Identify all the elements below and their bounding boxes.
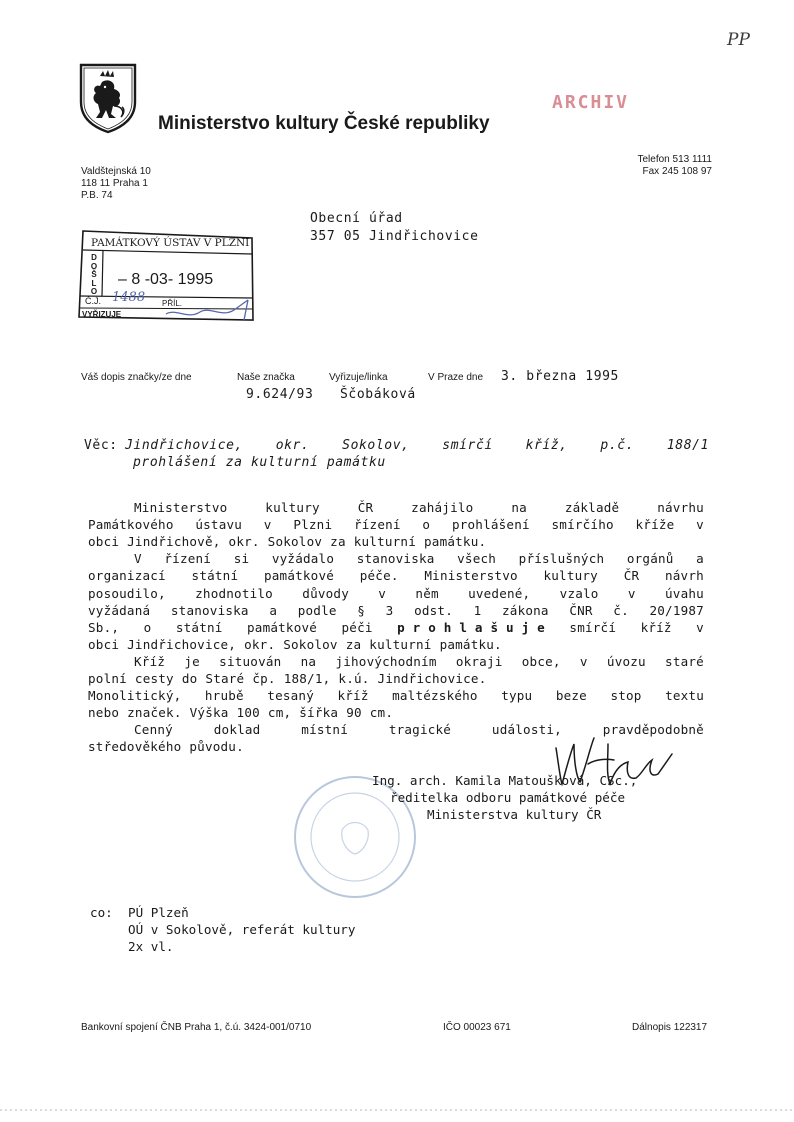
- body-word: §: [357, 602, 366, 618]
- body-word: 20/1987: [649, 602, 704, 618]
- address-city: 118 11 Praha 1: [81, 178, 148, 189]
- body-word: kulturní: [353, 534, 416, 550]
- body-line: [88, 637, 704, 652]
- body-word: řízení: [353, 517, 401, 533]
- body-line: [88, 705, 704, 720]
- body-word: ČR: [357, 500, 374, 515]
- body-word: památku.: [439, 636, 502, 652]
- body-word: smírčího: [551, 517, 614, 533]
- body-word: situován: [219, 653, 282, 669]
- body-word: prohlášení: [451, 517, 530, 533]
- body-word: kříž: [337, 688, 369, 704]
- body-word: Výška: [189, 705, 229, 721]
- cc-recipient: 2x vl.: [128, 939, 174, 954]
- signer-ministry: Ministerstva kultury ČR: [427, 807, 602, 822]
- body-word: zahájilo: [411, 500, 474, 515]
- body-line: [88, 551, 704, 566]
- body-word: za: [345, 636, 362, 652]
- subject-word: 188/1: [666, 438, 709, 453]
- body-line: [88, 534, 704, 549]
- dosla-letter: D: [91, 253, 97, 262]
- letter-date: 3. března 1995: [501, 369, 619, 384]
- body-word: ústavu: [195, 517, 243, 533]
- receipt-stamp-dosla-label: [87, 254, 101, 297]
- body-word: hrubě: [204, 688, 244, 704]
- ministry-title: Ministerstvo kultury České republiky: [158, 113, 490, 134]
- body-word: úvozu: [606, 653, 646, 669]
- body-word: 3: [385, 602, 394, 618]
- body-word: pravděpodobně: [602, 722, 704, 738]
- body-word: stop: [610, 688, 642, 704]
- body-word: organizací: [88, 568, 166, 584]
- receipt-stamp-date: – 8 -03- 1995: [118, 271, 214, 288]
- body-word: okraji: [455, 653, 503, 669]
- body-word: důvody: [302, 585, 349, 601]
- body-word: státní: [175, 619, 223, 635]
- czech-coat-of-arms-icon: [78, 62, 138, 134]
- body-word: řízení: [164, 551, 212, 567]
- body-word: stanoviska: [170, 602, 249, 618]
- phone-number: Telefon 513 1111: [637, 154, 712, 165]
- body-word: o: [143, 619, 152, 635]
- body-word: obce,: [521, 653, 561, 669]
- body-line: [88, 517, 704, 532]
- footer-telex: Dálnopis 122317: [632, 1022, 708, 1033]
- body-word: 1: [473, 602, 482, 618]
- signer-name: Ing. arch. Kamila Matoušková, CSc.,: [372, 773, 638, 788]
- body-word: Jindřichovice.: [377, 671, 487, 686]
- cc-recipient: OÚ v Sokolově, referát kultury: [128, 922, 356, 937]
- body-word: vzalo: [559, 585, 599, 601]
- body-word: za: [330, 534, 346, 550]
- body-word: Památkového: [88, 517, 174, 533]
- body-word: jihovýchodním: [335, 653, 437, 669]
- body-word: původu.: [189, 739, 244, 755]
- body-word: beze: [555, 688, 587, 704]
- signer-position: ředitelka odboru památkové péče: [390, 790, 626, 805]
- body-word: všech: [457, 551, 497, 567]
- subject-word: kříž,: [525, 438, 568, 453]
- body-word: staré: [665, 653, 704, 669]
- dosla-letter: L: [91, 278, 97, 288]
- body-word: uvedené,: [468, 585, 531, 601]
- body-word: Jindřichovice,: [127, 636, 237, 652]
- body-word: Sb.,: [88, 619, 120, 635]
- body-word: cm,: [267, 705, 292, 721]
- subject-line-1: [125, 438, 709, 453]
- handler-label: Vyřizuje/linka: [329, 372, 388, 383]
- footer-bank-details: Bankovní spojení ČNB Praha 1, č.ú. 3424-001/0710: [81, 1022, 312, 1033]
- body-word: ČR: [623, 568, 640, 584]
- body-word: okr.: [244, 636, 276, 652]
- body-word: kulturní: [369, 636, 432, 652]
- body-word: je: [184, 653, 200, 669]
- body-word: něm: [415, 585, 439, 601]
- body-word: cm.: [369, 705, 394, 721]
- body-word: památkové: [263, 568, 335, 584]
- body-word: si: [233, 551, 250, 567]
- body-word: příslušných: [518, 551, 605, 567]
- body-word: zhodnotilo: [195, 585, 273, 601]
- subject-word: Jindřichovice,: [125, 438, 243, 453]
- body-word: Staré: [205, 671, 245, 686]
- body-word: základě: [564, 500, 620, 515]
- cc-recipient: PÚ Plzeň: [128, 905, 189, 920]
- body-word: a: [696, 551, 704, 567]
- ministry-contact: [637, 154, 712, 178]
- subject-word: p.č.: [600, 438, 635, 453]
- body-word: podle: [297, 602, 337, 618]
- our-reference-label: Naše značka: [237, 372, 295, 383]
- body-line: [88, 688, 704, 703]
- body-word: ČNR: [569, 602, 593, 618]
- receipt-stamp-cj-number: 1488: [112, 290, 146, 305]
- subject-line-2: prohlášení za kulturní památku: [133, 455, 386, 470]
- body-word: značek.: [127, 705, 182, 721]
- body-word: péči: [341, 619, 373, 635]
- body-word: tragické: [388, 722, 452, 738]
- receipt-stamp-pril-label: PŘÍL.: [162, 299, 183, 308]
- body-word: stanoviska: [356, 551, 435, 567]
- body-line: [88, 500, 704, 515]
- body-word: v: [627, 585, 636, 601]
- body-line: [88, 671, 704, 686]
- body-word: vyžádaná: [88, 602, 151, 618]
- body-word: 100: [236, 705, 260, 721]
- body-line: [88, 603, 704, 618]
- body-line: [88, 586, 704, 601]
- scan-edge-noise: [0, 1108, 794, 1112]
- body-word: na: [511, 500, 527, 515]
- subject-word: smírčí: [442, 438, 493, 453]
- dosla-letter: O: [90, 261, 98, 271]
- receipt-stamp-vyrizuje-label: VYŘIZUJE: [82, 310, 122, 319]
- body-word: památku.: [424, 534, 487, 550]
- footer-ico: IČO 00023 671: [443, 1022, 511, 1033]
- body-word: středověkého: [88, 739, 182, 755]
- body-word: památkové: [247, 619, 318, 635]
- body-word: 90: [346, 705, 362, 721]
- body-word: kultury: [543, 568, 598, 584]
- place-date-label: V Praze dne: [428, 372, 484, 383]
- dosla-letter: O: [90, 287, 98, 296]
- our-reference-value: 9.624/93: [246, 387, 314, 402]
- body-word: v: [378, 585, 387, 601]
- address-street: Valdštejnská 10: [81, 166, 151, 177]
- body-word: Ministerstvo: [424, 568, 518, 584]
- body-word: do: [181, 671, 198, 686]
- body-word: orgánů: [626, 551, 674, 567]
- body-word: k.ú.: [338, 671, 370, 686]
- body-word: místní: [301, 722, 348, 738]
- body-line: [88, 620, 704, 635]
- body-word: kultury: [265, 500, 320, 515]
- recipient-office: Obecní úřad: [310, 211, 403, 226]
- recipient-address: [310, 210, 479, 246]
- subject-word: Sokolov,: [342, 438, 410, 453]
- body-word: a: [269, 602, 278, 618]
- body-word: návrh: [664, 568, 704, 584]
- body-word: tesaný: [267, 688, 314, 704]
- body-word: č.: [613, 602, 629, 618]
- subject-label: Věc:: [84, 438, 118, 453]
- cc-label: co:: [90, 905, 113, 920]
- body-word: nebo: [88, 705, 120, 721]
- body-word: posoudilo,: [88, 585, 166, 601]
- body-word: 188/1,: [283, 671, 331, 686]
- body-line: [88, 654, 704, 669]
- body-word: textu: [665, 688, 704, 704]
- body-word: V: [134, 551, 142, 567]
- body-word: odst.: [414, 602, 453, 618]
- body-word: o: [422, 517, 431, 533]
- body-word: Jindřichově,: [127, 534, 221, 550]
- your-reference-label: Váš dopis značky/ze dne: [81, 372, 192, 383]
- archive-stamp: ARCHIV: [552, 92, 630, 113]
- body-word: zákona: [502, 602, 549, 618]
- receipt-stamp-cj-label: Č.J.: [85, 296, 102, 306]
- body-word: obci: [88, 534, 120, 550]
- body-word: v: [696, 619, 704, 635]
- body-word: Kříž: [134, 653, 166, 669]
- body-word: obci: [88, 636, 120, 652]
- handler-value: Ščobáková: [340, 387, 416, 402]
- body-word: smírčí: [569, 619, 617, 635]
- body-word: návrhu: [657, 500, 704, 515]
- body-line: [88, 568, 704, 583]
- body-word: Plzni: [293, 517, 333, 533]
- body-word: události,: [491, 722, 562, 738]
- body-word: okr.: [228, 534, 260, 550]
- body-word: úvahu: [665, 585, 704, 601]
- body-word: v: [579, 653, 588, 669]
- address-pobox: P.B. 74: [81, 190, 113, 201]
- body-word: péče.: [359, 568, 399, 584]
- body-word: typu: [501, 688, 533, 704]
- body-word: doklad: [213, 722, 261, 738]
- body-word: v: [263, 517, 272, 533]
- body-word: vyžádalo: [271, 551, 335, 567]
- recipient-town: 357 05 Jindřichovice: [310, 229, 479, 244]
- ministry-address: [81, 166, 151, 202]
- body-word: Ministerstvo: [134, 500, 228, 515]
- body-word: Sokolov: [283, 636, 338, 652]
- body-word: cesty: [134, 671, 174, 686]
- fax-number: Fax 245 108 97: [642, 166, 712, 177]
- dosla-letter: Š: [91, 270, 97, 279]
- body-word: p r o h l a š u j e: [397, 619, 545, 635]
- body-word: maltézského: [392, 688, 478, 704]
- receipt-stamp-title: PAMÁTKOVÝ ÚSTAV V PLZNI: [91, 237, 250, 249]
- body-word: polní: [88, 671, 127, 686]
- corner-handwritten-note: PP: [727, 30, 750, 50]
- body-word: šířka: [299, 705, 339, 721]
- body-word: Cenný: [134, 722, 173, 738]
- body-word: Sokolov: [267, 534, 323, 550]
- body-word: v: [696, 517, 704, 533]
- body-word: státní: [191, 568, 239, 584]
- body-word: Monolitický,: [88, 688, 182, 704]
- body-word: kříž: [640, 619, 672, 635]
- body-word: čp.: [252, 671, 276, 686]
- body-word: kříže: [635, 517, 675, 533]
- body-word: na: [300, 653, 317, 669]
- subject-word: okr.: [275, 438, 310, 453]
